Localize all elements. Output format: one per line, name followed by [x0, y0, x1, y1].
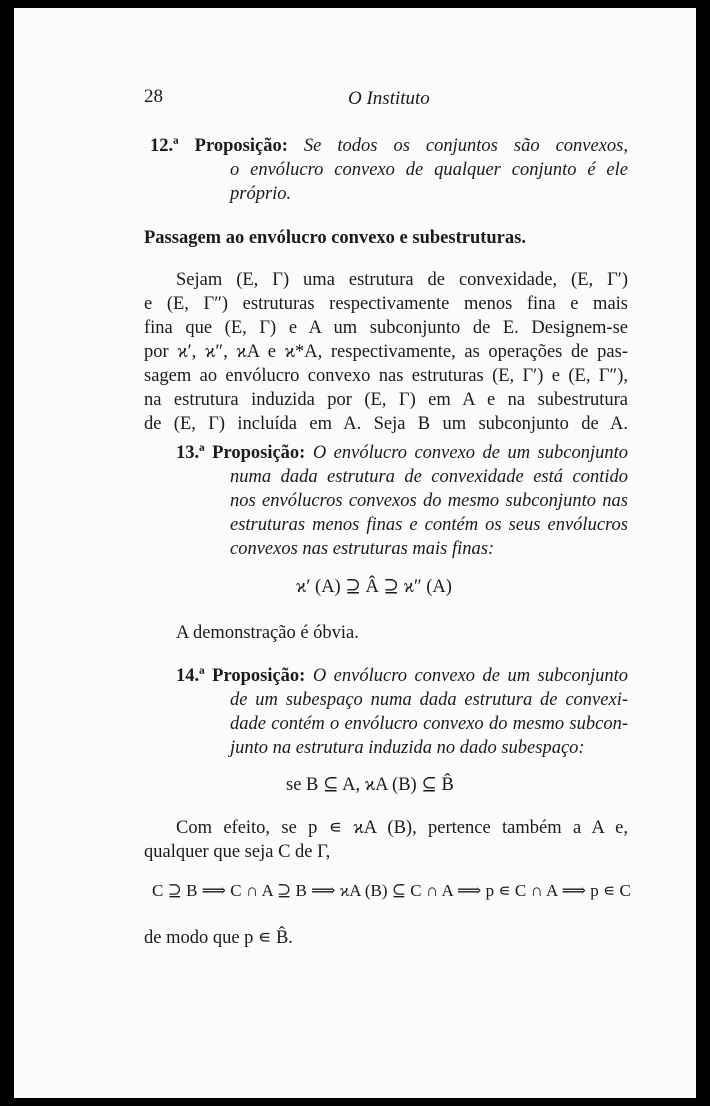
proposition-14-label: 14.ª Proposição:	[176, 666, 306, 686]
proposition-14-line-3: dade contém o envólucro convexo do mesmo subcon-	[230, 714, 628, 734]
paragraph-1-line-4: por ϰ′, ϰ″, ϰA e ϰ*A, respectivamente, as operações de pas-	[144, 342, 628, 362]
demonstration-obvious: A demonstração é óbvia.	[176, 623, 359, 643]
proposition-12-line-1: 12.ª Proposição: Se todos os conjuntos são convexos,	[150, 136, 629, 156]
proposition-13-line-5: convexos nas estruturas mais finas:	[230, 539, 495, 559]
paragraph-2-line-2: qualquer que seja C de Γ,	[144, 842, 331, 862]
formula-inclusion: ϰ′ (A) ⊇ Â ⊇ ϰ″ (A)	[296, 577, 452, 597]
proposition-13-label: 13.ª Proposição:	[176, 443, 306, 463]
book-page	[14, 8, 696, 1098]
proposition-13-body	[230, 465, 628, 561]
paragraph-1	[144, 268, 628, 436]
proposition-12	[150, 134, 628, 158]
proposition-12-label: 12.ª Proposição:	[150, 136, 288, 156]
running-title: O Instituto	[348, 88, 430, 109]
paragraph-1-line-1: Sejam (E, Γ) uma estrutura de convexidade, (E, Γ′)	[176, 270, 628, 290]
proposition-12-line-2: o envólucro convexo de qualquer conjunto é ele	[230, 160, 628, 180]
proposition-14-line-1: 14.ª Proposição: O envólucro convexo de um subconjunto	[176, 666, 628, 686]
formula-subspace: se B ⊆ A, ϰA (B) ⊆ B̂	[286, 775, 454, 795]
proposition-13	[176, 441, 628, 465]
paragraph-1-line-6: na estrutura induzida por (E, Γ) em A e na subestrutura	[144, 390, 628, 410]
proposition-14-line-4: junto na estrutura induzida no dado subespaço:	[230, 738, 585, 758]
paragraph-2-line-1: Com efeito, se p ∊ ϰA (B), pertence também a A e,	[176, 818, 628, 838]
proposition-14-line-2: de um subespaço numa dada estrutura de convexi-	[230, 690, 628, 710]
paragraph-1-line-2: e (E, Γ″) estruturas respectivamente menos fina e mais	[144, 294, 628, 314]
section-heading: Passagem ao envólucro convexo e subestruturas.	[144, 228, 526, 248]
proposition-14	[176, 664, 628, 688]
paragraph-1-line-5: sagem ao envólucro convexo nas estruturas (E, Γ′) e (E, Γ″),	[144, 366, 628, 386]
proposition-14-body	[230, 688, 628, 760]
proposition-13-line-2: numa dada estrutura de convexidade está contido	[230, 467, 628, 487]
proposition-13-line-3: nos envólucros convexos do mesmo subconjunto nas	[230, 491, 628, 511]
proposition-12-body	[230, 158, 628, 206]
paragraph-1-line-3: fina que (E, Γ) e A um subconjunto de E. Designem-se	[144, 318, 628, 338]
formula-chain: C ⊇ B ⟹ C ∩ A ⊇ B ⟹ ϰA (B) ⊆ C ∩ A ⟹ p ∊ C ∩ A ⟹ p ∊ C	[152, 881, 631, 900]
proposition-13-line-4: estruturas menos finas e contém os seus envólucros	[230, 515, 628, 535]
conclusion: de modo que p ∊ B̂.	[144, 928, 293, 948]
paragraph-1-line-7: de (E, Γ) incluída em A. Seja B um subconjunto de A.	[144, 414, 628, 434]
paragraph-2	[144, 816, 628, 864]
page-number: 28	[144, 86, 163, 107]
proposition-12-line-3: próprio.	[230, 184, 292, 204]
proposition-13-line-1: 13.ª Proposição: O envólucro convexo de um subconjunto	[176, 443, 628, 463]
